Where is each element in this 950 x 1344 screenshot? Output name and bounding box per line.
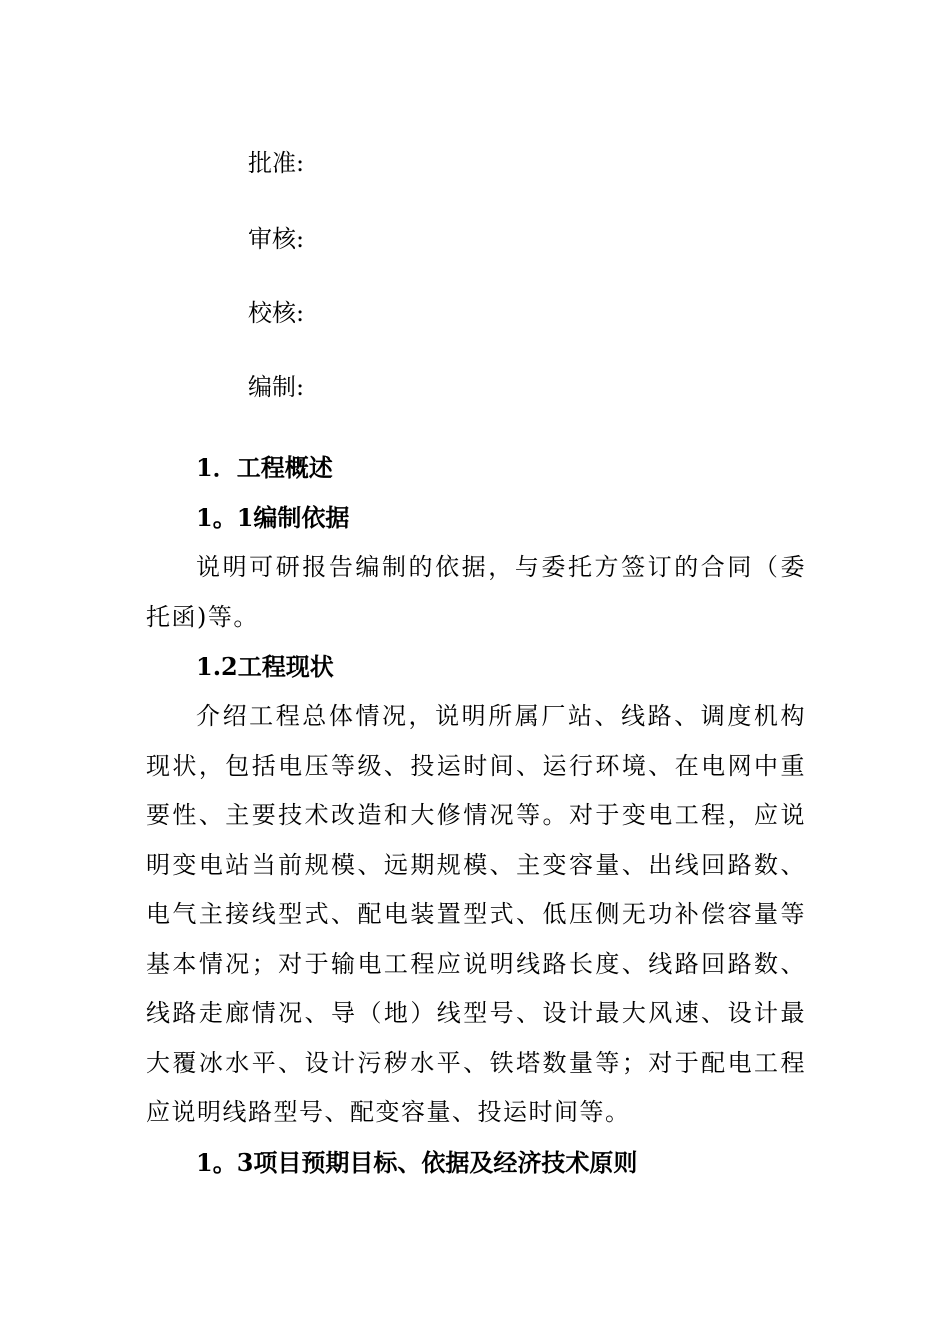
section-1-2-title: 1.2工程现状 [196,652,334,681]
compile-label: 编制: [248,373,305,401]
review-label: 审核: [248,225,305,253]
section-1-2-body: 介绍工程总体情况，说明所属厂站、线路、调度机构现状，包括电压等级、投运时间、运行环境、在电网中重要性、主要技术改造和大修情况等。对于变电工程，应说明变电站当前规模、远期规模、主变容量、出线回路数、电气主接线型式、配电装置型式、低压侧无功补偿容量等基本情况；对于输电工程应说明线路长度、线路回路数、线路走廊情况、导（地）线型号、设计最大风速、设计最大覆冰水平、设计污秽水平、铁塔数量等；对于配电工程应说明线路型号、配变容量、投运时间等。 [146,702,806,1126]
section-1-title: 1．工程概述 [196,453,333,482]
document-body [146,443,806,1188]
section-1-1-title: 1。1编制依据 [196,503,350,532]
section-1-3-title: 1。3项目预期目标、依据及经济技术原则 [196,1147,638,1177]
approve-label: 批准: [248,149,305,177]
section-1-1-body: 说明可研报告编制的依据，与委托方签订的合同（委托函)等。 [146,553,806,631]
check-label: 校核: [248,299,305,327]
